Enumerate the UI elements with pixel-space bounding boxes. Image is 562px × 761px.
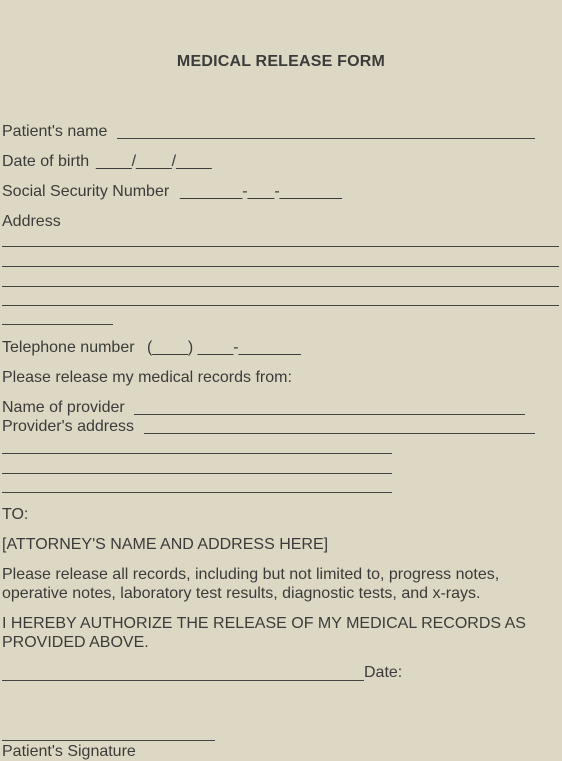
provider-address-label: Provider's address	[2, 418, 134, 435]
release-from-text: Please release my medical records from:	[2, 369, 292, 386]
form-title: MEDICAL RELEASE FORM	[176, 53, 386, 70]
signature-line-2[interactable]	[2, 740, 215, 741]
patient-name-line[interactable]	[117, 138, 535, 139]
release-scope-paragraph: Please release all records, including but not limited to, progress notes, operative notes, laboratory test results, diagnostic tests, and x-rays.	[2, 566, 500, 602]
address-label: Address	[2, 213, 61, 230]
address-line-3[interactable]	[2, 286, 559, 287]
provider-address-line-1[interactable]	[144, 433, 535, 434]
address-line-4[interactable]	[2, 305, 559, 306]
provider-name-label: Name of provider	[2, 399, 125, 416]
provider-name-line[interactable]	[134, 414, 525, 415]
dob-label: Date of birth	[2, 153, 90, 170]
telephone-blank[interactable]: (____) ____-_______	[147, 339, 301, 356]
ssn-blank[interactable]: _______-___-_______	[180, 183, 342, 200]
telephone-label: Telephone number	[2, 339, 135, 356]
provider-address-line-3[interactable]	[2, 473, 392, 474]
patient-name-label: Patient's name	[2, 123, 108, 140]
signature-label: Patient's Signature	[2, 743, 136, 760]
attorney-placeholder: [ATTORNEY'S NAME AND ADDRESS HERE]	[2, 536, 329, 553]
address-line-1[interactable]	[2, 246, 559, 247]
signature-line[interactable]	[2, 680, 364, 681]
date-label: Date:	[364, 664, 403, 681]
to-label: TO:	[2, 506, 29, 523]
provider-address-line-4[interactable]	[2, 492, 392, 493]
dob-blank[interactable]: ____/____/____	[96, 153, 212, 170]
address-line-5[interactable]	[2, 324, 113, 325]
provider-address-line-2[interactable]	[2, 453, 392, 454]
address-line-2[interactable]	[2, 266, 559, 267]
ssn-label: Social Security Number	[2, 183, 170, 200]
authorization-paragraph: I HEREBY AUTHORIZE THE RELEASE OF MY MEDICAL RECORDS AS PROVIDED ABOVE.	[2, 615, 526, 651]
